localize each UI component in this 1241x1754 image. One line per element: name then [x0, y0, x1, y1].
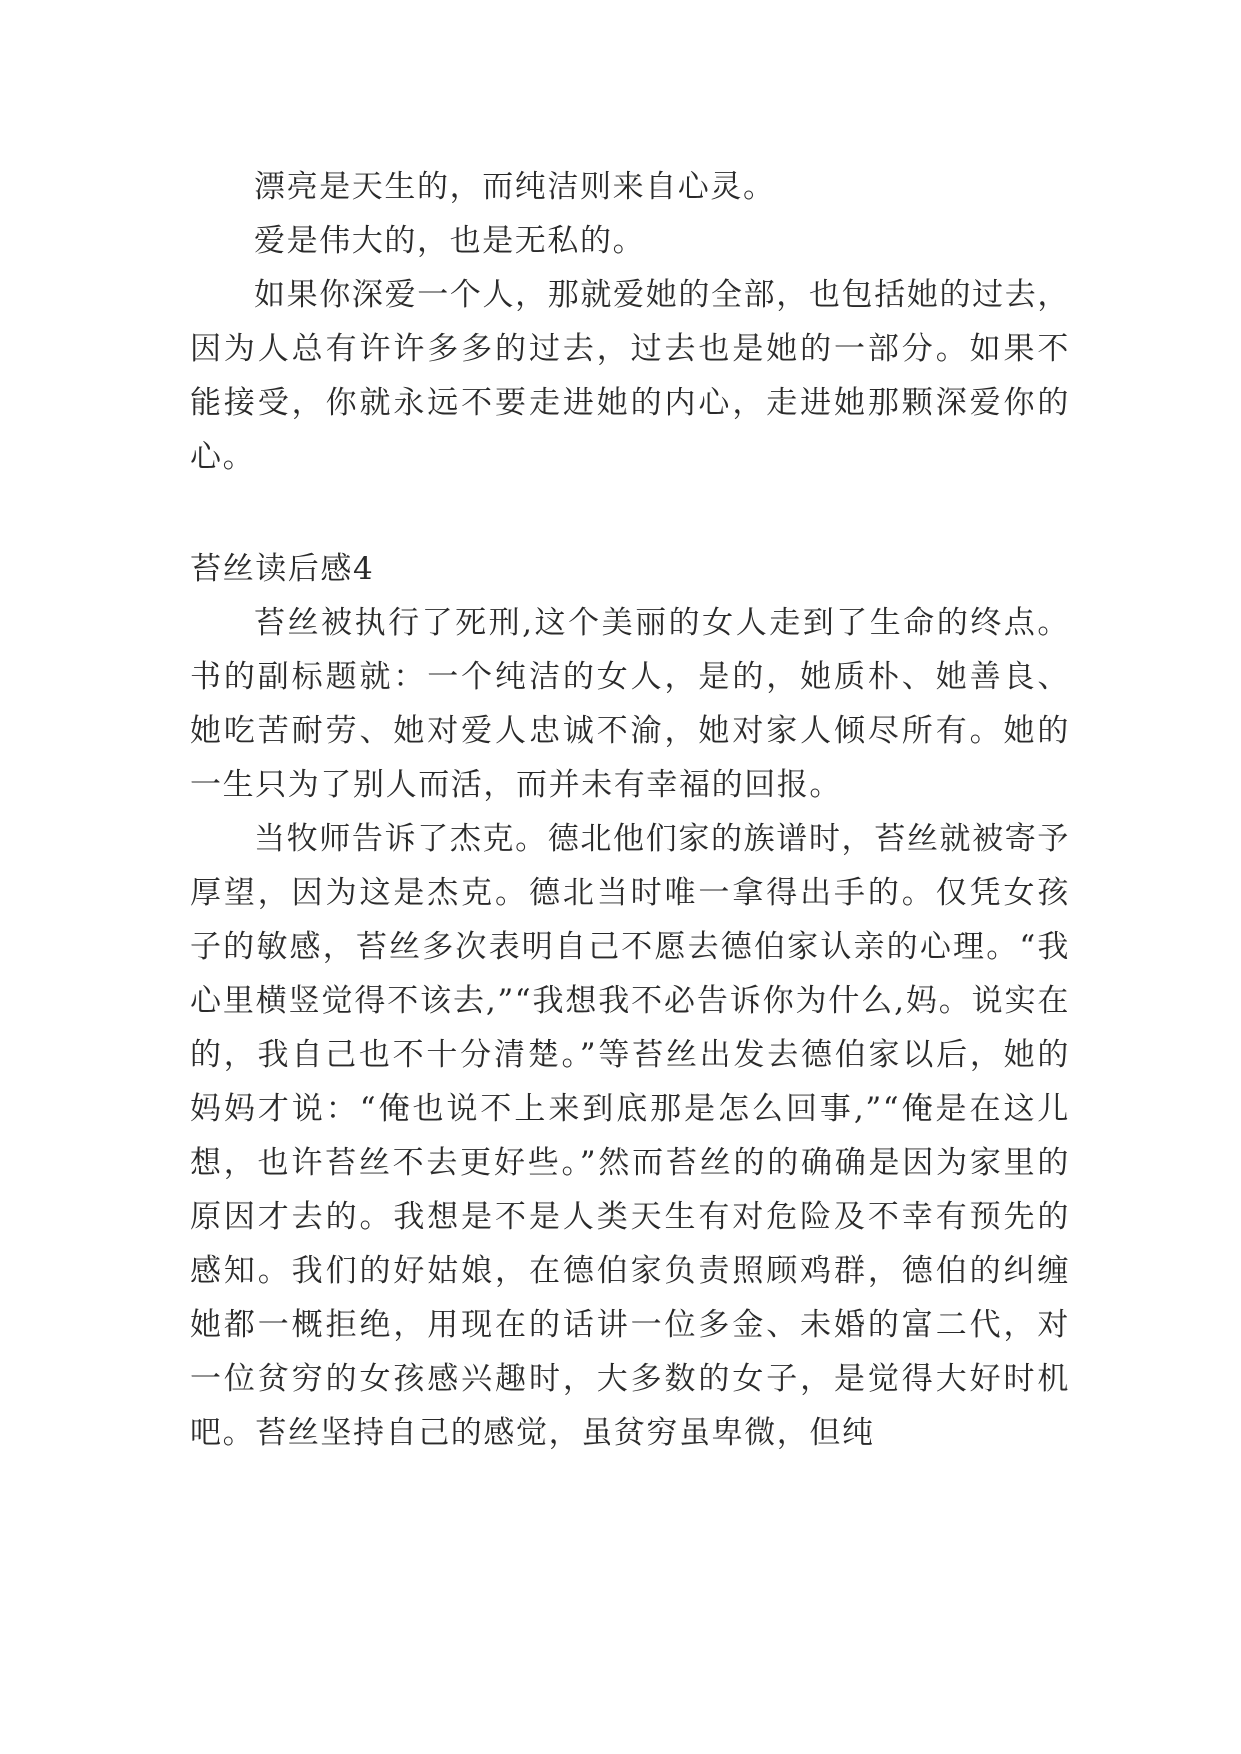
paragraph-tess-story: 当牧师告诉了杰克。德北他们家的族谱时，苔丝就被寄予厚望，因为这是杰克。德北当时唯一拿得出手的。仅凭女孩子的敏感，苔丝多次表明自己不愿去德伯家认亲的心理。“我心里横竖觉得不该去,”“我想我不必告诉你为什么,妈。说实在的，我自己也不十分清楚。”等苔丝出发去德伯家以后，她的妈妈才说：“俺也说不上来到底那是怎么回事,”“俺是在这儿想，也许苔丝不去更好些。”然而苔丝的的确确是因为家里的原因才去的。我想是不是人类天生有对危险及不幸有预先的感知。我们的好姑娘，在德伯家负责照顾鸡群，德伯的纠缠她都一概拒绝，用现在的话讲一位多金、未婚的富二代，对一位贫穷的女孩感兴趣时，大多数的女子，是觉得大好时机吧。苔丝坚持自己的感觉，虽贫穷虽卑微，但纯 [190, 821, 1070, 1451]
paragraph-deep-love: 如果你深爱一个人，那就爱她的全部，也包括她的过去，因为人总有许许多多的过去，过去也是她的一部分。如果不能接受，你就永远不要走进她的内心，走进她那颗深爱你的心。 [190, 277, 1070, 475]
paragraph-love: 爱是伟大的，也是无私的。 [254, 223, 646, 259]
paragraph-tess-fate: 苔丝被执行了死刑,这个美丽的女人走到了生命的终点。书的副标题就：一个纯洁的女人，是的，她质朴、她善良、她吃苦耐劳、她对爱人忠诚不渝，她对家人倾尽所有。她的一生只为了别人而活，而并未有幸福的回报。 [190, 605, 1070, 803]
section-heading: 苔丝读后感4 [190, 551, 375, 587]
document-body [190, 160, 1070, 1460]
paragraph-beauty: 漂亮是天生的，而纯洁则来自心灵。 [254, 169, 776, 205]
